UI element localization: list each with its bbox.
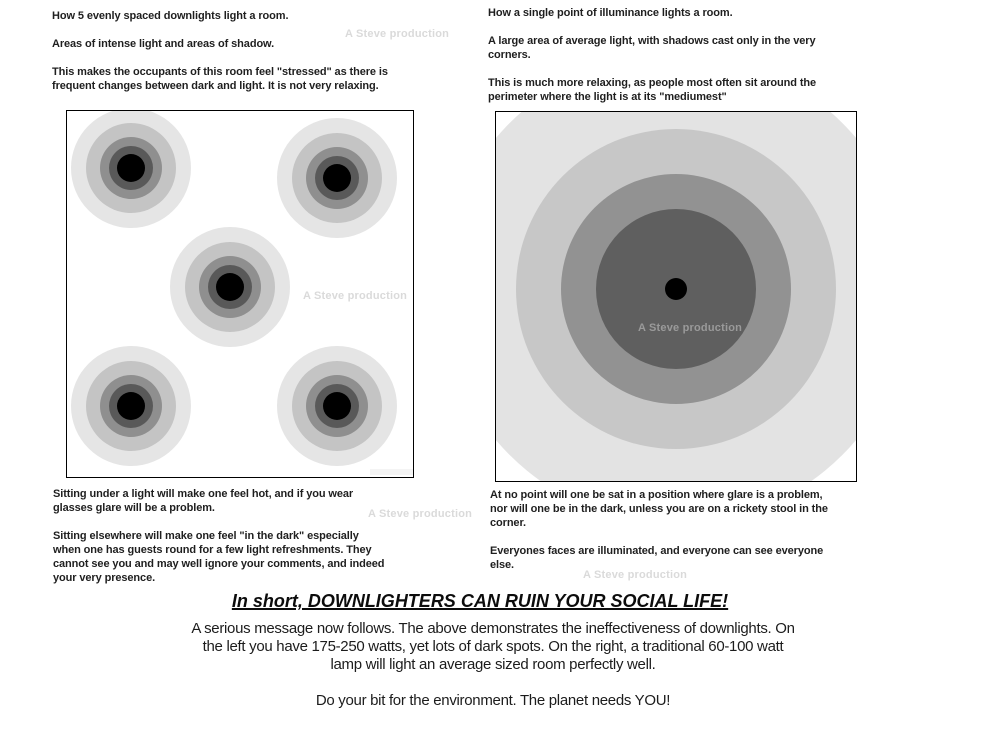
light-ring — [117, 154, 145, 182]
light-ring — [665, 278, 687, 300]
left-intro-text: How 5 evenly spaced downlights light a room. Areas of intense light and areas of shadow. This makes the occupants of this room feel "stressed" as there is frequent changes between dark and light. It is not very relaxing. — [52, 10, 388, 92]
footer-cta: Do your bit for the environment. The planet needs YOU! — [315, 692, 671, 709]
left-outro-text: Sitting under a light will make one feel hot, and if you wear glasses glare will be a problem. Sitting elsewhere will make one feel "in the dark" especially when one has guests round for a few light refreshments. They cannot see you and may well ignore your comments, and indeed your very presence. — [53, 488, 385, 584]
footer-message: A serious message now follows. The above demonstrates the ineffectiveness of downlights. On the left you have 175-250 watts, yet lots of dark spots. On the right, a traditional 60-100 watt lamp will light an average sized room perfectly well. — [191, 620, 795, 673]
light-ring — [216, 273, 244, 301]
light-ring — [323, 392, 351, 420]
right-outro-text: At no point will one be sat in a position where glare is a problem, nor will one be in the dark, unless you are on a rickety stool in the corner. Everyones faces are illuminated, and everyone can see everyone else. — [490, 489, 828, 571]
watermark: A Steve production — [303, 290, 408, 302]
watermark: A Steve production — [368, 508, 473, 520]
watermark: A Steve production — [345, 28, 450, 40]
downlights-room-diagram — [66, 110, 414, 478]
artifact-streak — [370, 469, 414, 475]
light-ring — [323, 164, 351, 192]
watermark: A Steve production — [638, 322, 743, 334]
single-light-room-diagram — [495, 111, 857, 482]
right-intro-text: How a single point of illuminance lights a room. A large area of average light, with shadows cast only in the very corners. This is much more relaxing, as people most often sit around the perimeter where the light is at its "mediumest" — [488, 7, 817, 103]
light-ring — [117, 392, 145, 420]
headline: In short, DOWNLIGHTERS CAN RUIN YOUR SOCIAL LIFE! — [231, 591, 729, 611]
watermark: A Steve production — [583, 569, 688, 581]
